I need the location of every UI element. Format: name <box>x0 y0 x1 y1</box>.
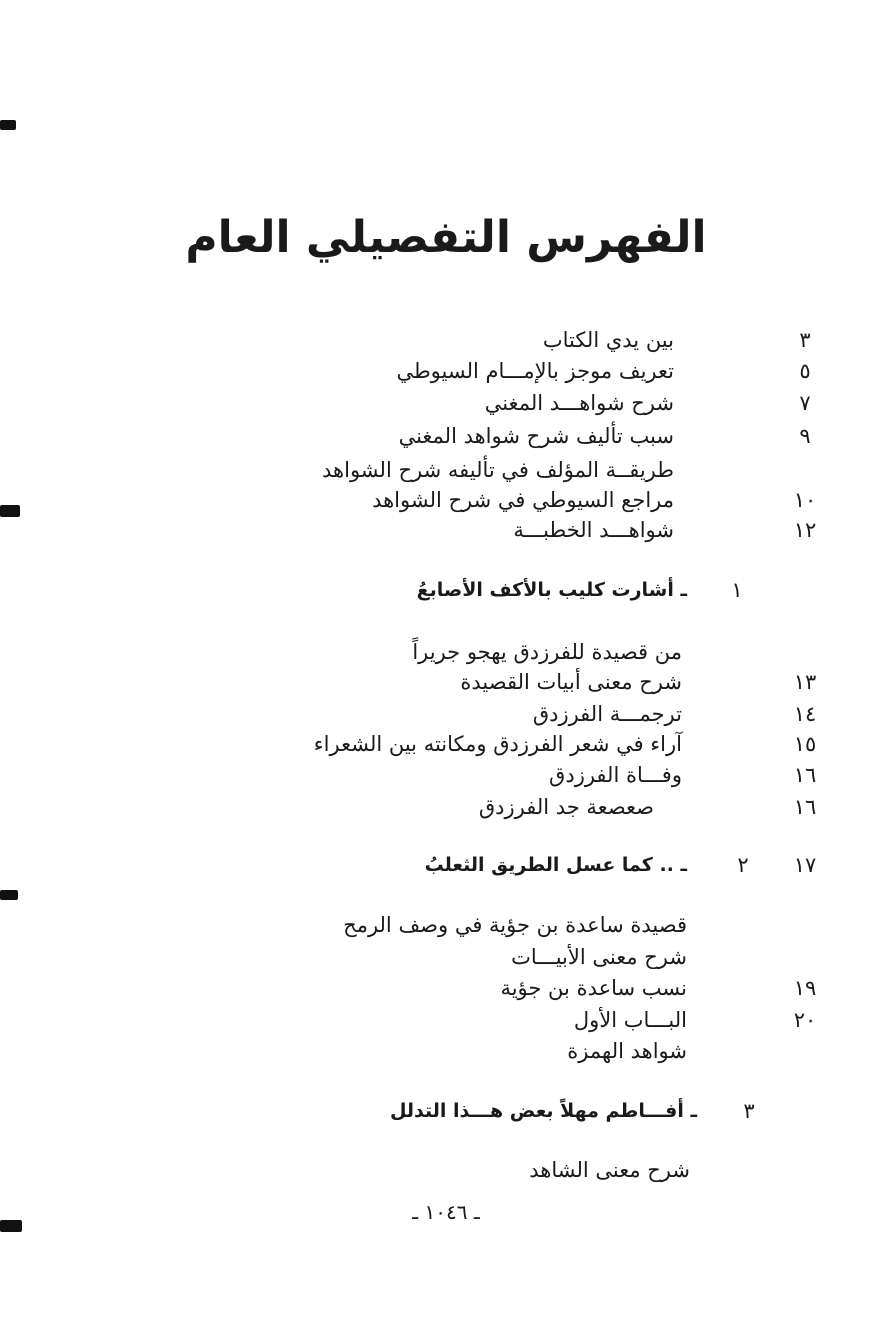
toc-entry: بين يدي الكتاب <box>542 328 674 352</box>
page-number: ١٦ <box>793 795 817 819</box>
binding-mark <box>0 505 20 517</box>
toc-entry: شرح معنى الشاهد <box>529 1158 690 1182</box>
page-number: ٥ <box>799 359 811 383</box>
page-number: ١٤ <box>793 702 817 726</box>
toc-entry: شواهد الهمزة <box>567 1039 687 1063</box>
toc-entry: شواهـــد الخطبـــة <box>513 518 674 542</box>
toc-entry: من قصيدة للفرزدق يهجو جريراً <box>412 640 682 664</box>
toc-entry: شرح معنى أبيات القصيدة <box>460 670 682 694</box>
page-number: ١٦ <box>793 763 817 787</box>
section-heading: ـ أشارت كليب بالأكف الأصابعُ <box>416 579 687 601</box>
page-number: ٧ <box>799 391 811 415</box>
toc-entry: وفـــاة الفرزدق <box>549 763 682 787</box>
page-number: ٢٠ <box>793 1008 817 1032</box>
toc-entry: مراجع السيوطي في شرح الشواهد <box>372 488 674 512</box>
toc-entry: شرح معنى الأبيـــات <box>511 945 687 969</box>
section-number: ٣ <box>743 1099 755 1123</box>
toc-entry: سبب تأليف شرح شواهد المغني <box>398 424 674 448</box>
page-number: ١٠ <box>793 488 817 512</box>
toc-entry: طريقــة المؤلف في تأليفه شرح الشواهد <box>322 458 674 482</box>
page-number: ١٩ <box>793 976 817 1000</box>
toc-entry: آراء في شعر الفرزدق ومكانته بين الشعراء <box>313 732 682 756</box>
toc-entry: نسب ساعدة بن جؤية <box>500 976 687 1000</box>
page-number: ١٧ <box>793 853 817 877</box>
toc-entry: ترجمـــة الفرزدق <box>532 702 682 726</box>
toc-entry: تعريف موجز بالإمـــام السيوطي <box>396 359 674 383</box>
section-number: ١ <box>731 578 743 602</box>
toc-entry: شرح شواهـــد المغني <box>484 391 674 415</box>
section-heading: ـ أفـــاطم مهلاً بعض هـــذا التدلل <box>389 1100 697 1122</box>
section-number: ٢ <box>737 853 749 877</box>
page-number: ٩ <box>799 424 811 448</box>
page-number: ١٣ <box>793 670 817 694</box>
page-number: ١٥ <box>793 732 817 756</box>
section-heading: ـ .. كما عسل الطريق الثعلبُ <box>424 854 687 876</box>
toc-entry: صعصعة جد الفرزدق <box>478 795 654 819</box>
page-number: ١٢ <box>793 518 817 542</box>
binding-mark <box>0 120 16 130</box>
toc-entry: البـــاب الأول <box>573 1008 687 1032</box>
page-number: ٣ <box>799 328 811 352</box>
binding-mark <box>0 890 18 900</box>
page-footer-number: ـ ١٠٤٦ ـ <box>412 1200 480 1224</box>
toc-entry: قصيدة ساعدة بن جؤية في وصف الرمح <box>343 913 687 937</box>
page-title: الفهرس التفصيلي العام <box>185 212 707 263</box>
